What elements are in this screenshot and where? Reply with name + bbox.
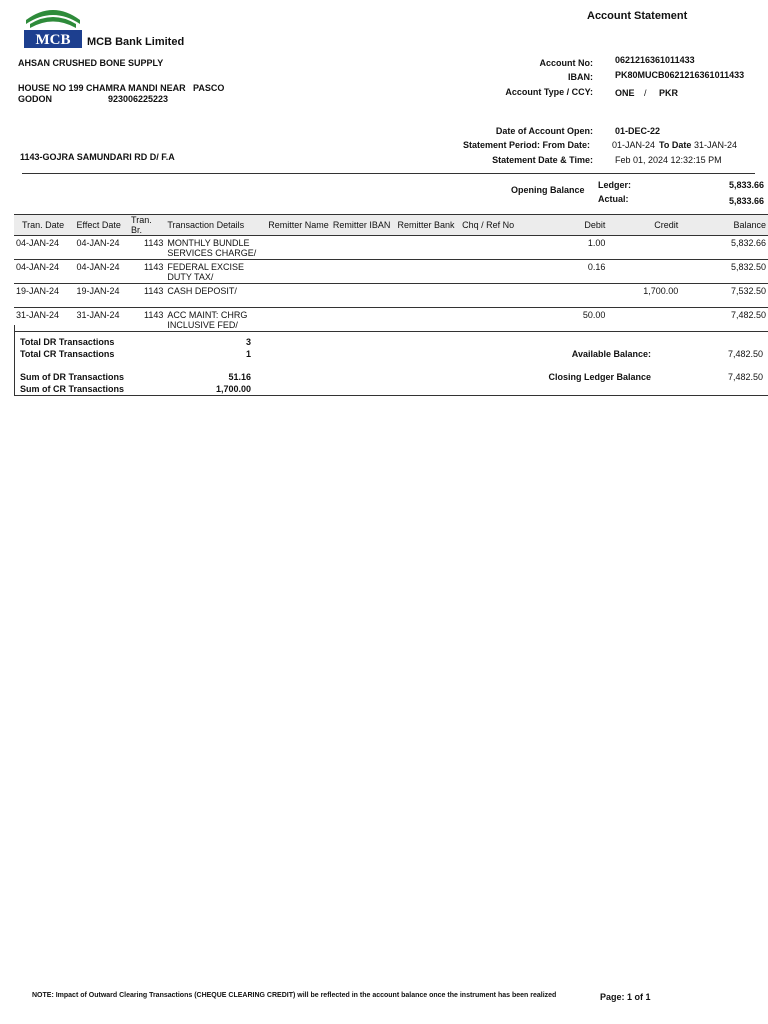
total-dr: 3	[245, 337, 251, 347]
cell-credit	[607, 236, 703, 260]
col-credit: Credit	[607, 215, 703, 236]
logo-text: MCB	[35, 32, 71, 48]
cell-remitter-name	[266, 284, 331, 308]
cell-debit: 0.16	[525, 260, 608, 284]
cell-remitter-name	[266, 260, 331, 284]
table-row	[14, 236, 768, 260]
cell-tran-br: 1143	[129, 260, 165, 284]
cell-debit: 50.00	[525, 308, 608, 332]
cell-details: CASH DEPOSIT/	[165, 284, 266, 308]
sum-dr-label: Sum of DR Transactions	[20, 372, 125, 382]
cell-remitter-iban	[331, 236, 396, 260]
sum-cr: 1,700.00	[215, 384, 251, 394]
address-line1b: PASCO	[193, 83, 225, 93]
cell-details: FEDERAL EXCISE DUTY TAX/	[165, 260, 266, 284]
mcb-logo	[22, 4, 84, 50]
cell-balance: 5,832.50	[703, 260, 768, 284]
closing-balance: 7,482.50	[727, 372, 763, 382]
cell-tran-date: 19-JAN-24	[14, 284, 75, 308]
cell-effect-date: 19-JAN-24	[75, 284, 130, 308]
col-debit: Debit	[525, 215, 608, 236]
account-type-label: Account Type / CCY:	[505, 87, 593, 97]
cell-remitter-iban	[331, 284, 396, 308]
cell-remitter-name	[266, 236, 331, 260]
account-type: ONE	[615, 88, 635, 98]
cell-remitter-bank	[395, 236, 460, 260]
actual-value: 5,833.66	[728, 196, 764, 206]
total-cr-label: Total CR Transactions	[20, 349, 115, 359]
cell-details: ACC MAINT: CHRG INCLUSIVE FED/	[165, 308, 266, 332]
address-line2: GODON	[18, 94, 53, 104]
total-dr-label: Total DR Transactions	[20, 337, 115, 347]
account-no-label: Account No:	[539, 58, 593, 68]
available-balance: 7,482.50	[727, 349, 763, 359]
cell-chq-ref	[460, 236, 525, 260]
ledger-value: 5,833.66	[728, 180, 764, 190]
cell-remitter-bank	[395, 260, 460, 284]
col-remitter-bank: Remitter Bank	[395, 215, 460, 236]
address-line1: HOUSE NO 199 CHAMRA MANDI NEAR	[18, 83, 186, 93]
cell-credit: 1,700.00	[607, 284, 703, 308]
footer-note: NOTE: Impact of Outward Clearing Transactions (CHEQUE CLEARING CREDIT) will be reflected in the account balance once the instrument has been realized	[32, 992, 557, 999]
cell-remitter-iban	[331, 260, 396, 284]
available-balance-label: Available Balance:	[571, 349, 651, 359]
cell-tran-date: 04-JAN-24	[14, 236, 75, 260]
table-header-row	[14, 215, 768, 236]
col-remitter-iban: Remitter IBAN	[331, 215, 396, 236]
total-cr: 1	[245, 349, 251, 359]
customer-name: AHSAN CRUSHED BONE SUPPLY	[18, 58, 164, 68]
document-title: Account Statement	[587, 10, 688, 22]
open-date: 01-DEC-22	[615, 126, 661, 136]
sum-dr: 51.16	[228, 372, 251, 382]
transactions-table	[14, 214, 768, 332]
ledger-label: Ledger:	[598, 180, 632, 190]
stmt-date-label: Statement Date & Time:	[492, 155, 593, 165]
cell-credit	[607, 260, 703, 284]
to-date: 31-JAN-24	[694, 140, 738, 150]
col-details: Transaction Details	[165, 215, 266, 236]
iban-label: IBAN:	[568, 72, 593, 82]
table-row	[14, 284, 768, 308]
stmt-date: Feb 01, 2024 12:32:15 PM	[615, 155, 722, 165]
closing-balance-label: Closing Ledger Balance	[548, 372, 651, 382]
from-date: 01-JAN-24	[612, 140, 656, 150]
iban-value: PK80MUCB0621216361011433	[615, 70, 745, 80]
cell-balance: 7,482.50	[703, 308, 768, 332]
cell-tran-br: 1143	[129, 284, 165, 308]
cell-tran-date: 04-JAN-24	[14, 260, 75, 284]
table-row	[14, 260, 768, 284]
cell-tran-br: 1143	[129, 308, 165, 332]
account-ccy: PKR	[659, 88, 679, 98]
cell-debit: 1.00	[525, 236, 608, 260]
bank-name: MCB Bank Limited	[87, 36, 185, 48]
open-date-label: Date of Account Open:	[495, 126, 593, 136]
cell-effect-date: 04-JAN-24	[75, 236, 130, 260]
header-divider	[22, 173, 755, 174]
account-no: 0621216361011433	[615, 55, 695, 65]
period-label: Statement Period: From Date:	[462, 140, 590, 150]
col-remitter-name: Remitter Name	[266, 215, 331, 236]
cell-debit	[525, 284, 608, 308]
sum-cr-label: Sum of CR Transactions	[20, 384, 125, 394]
customer-phone: 923006225223	[108, 94, 169, 104]
cell-remitter-bank	[395, 284, 460, 308]
col-tran-br: Tran. Br.	[129, 215, 165, 236]
cell-balance: 7,532.50	[703, 284, 768, 308]
branch-name: 1143-GOJRA SAMUNDARI RD D/ F.A	[20, 152, 175, 162]
col-effect-date: Effect Date	[75, 215, 130, 236]
type-separator: /	[644, 88, 647, 98]
cell-details: MONTHLY BUNDLE SERVICES CHARGE/	[165, 236, 266, 260]
cell-tran-br: 1143	[129, 236, 165, 260]
page-number: Page: 1 of 1	[600, 992, 651, 1002]
summary-box	[14, 325, 768, 396]
col-tran-date: Tran. Date	[14, 215, 75, 236]
opening-balance-label: Opening Balance	[511, 185, 585, 195]
actual-label: Actual:	[598, 194, 629, 204]
cell-chq-ref	[460, 260, 525, 284]
cell-chq-ref	[460, 284, 525, 308]
cell-balance: 5,832.66	[703, 236, 768, 260]
cell-effect-date: 31-JAN-24	[75, 308, 130, 332]
col-balance: Balance	[703, 215, 768, 236]
cell-effect-date: 04-JAN-24	[75, 260, 130, 284]
col-chq-ref: Chq / Ref No	[460, 215, 525, 236]
cell-tran-date: 31-JAN-24	[14, 308, 75, 332]
to-date-label: To Date	[659, 140, 692, 150]
